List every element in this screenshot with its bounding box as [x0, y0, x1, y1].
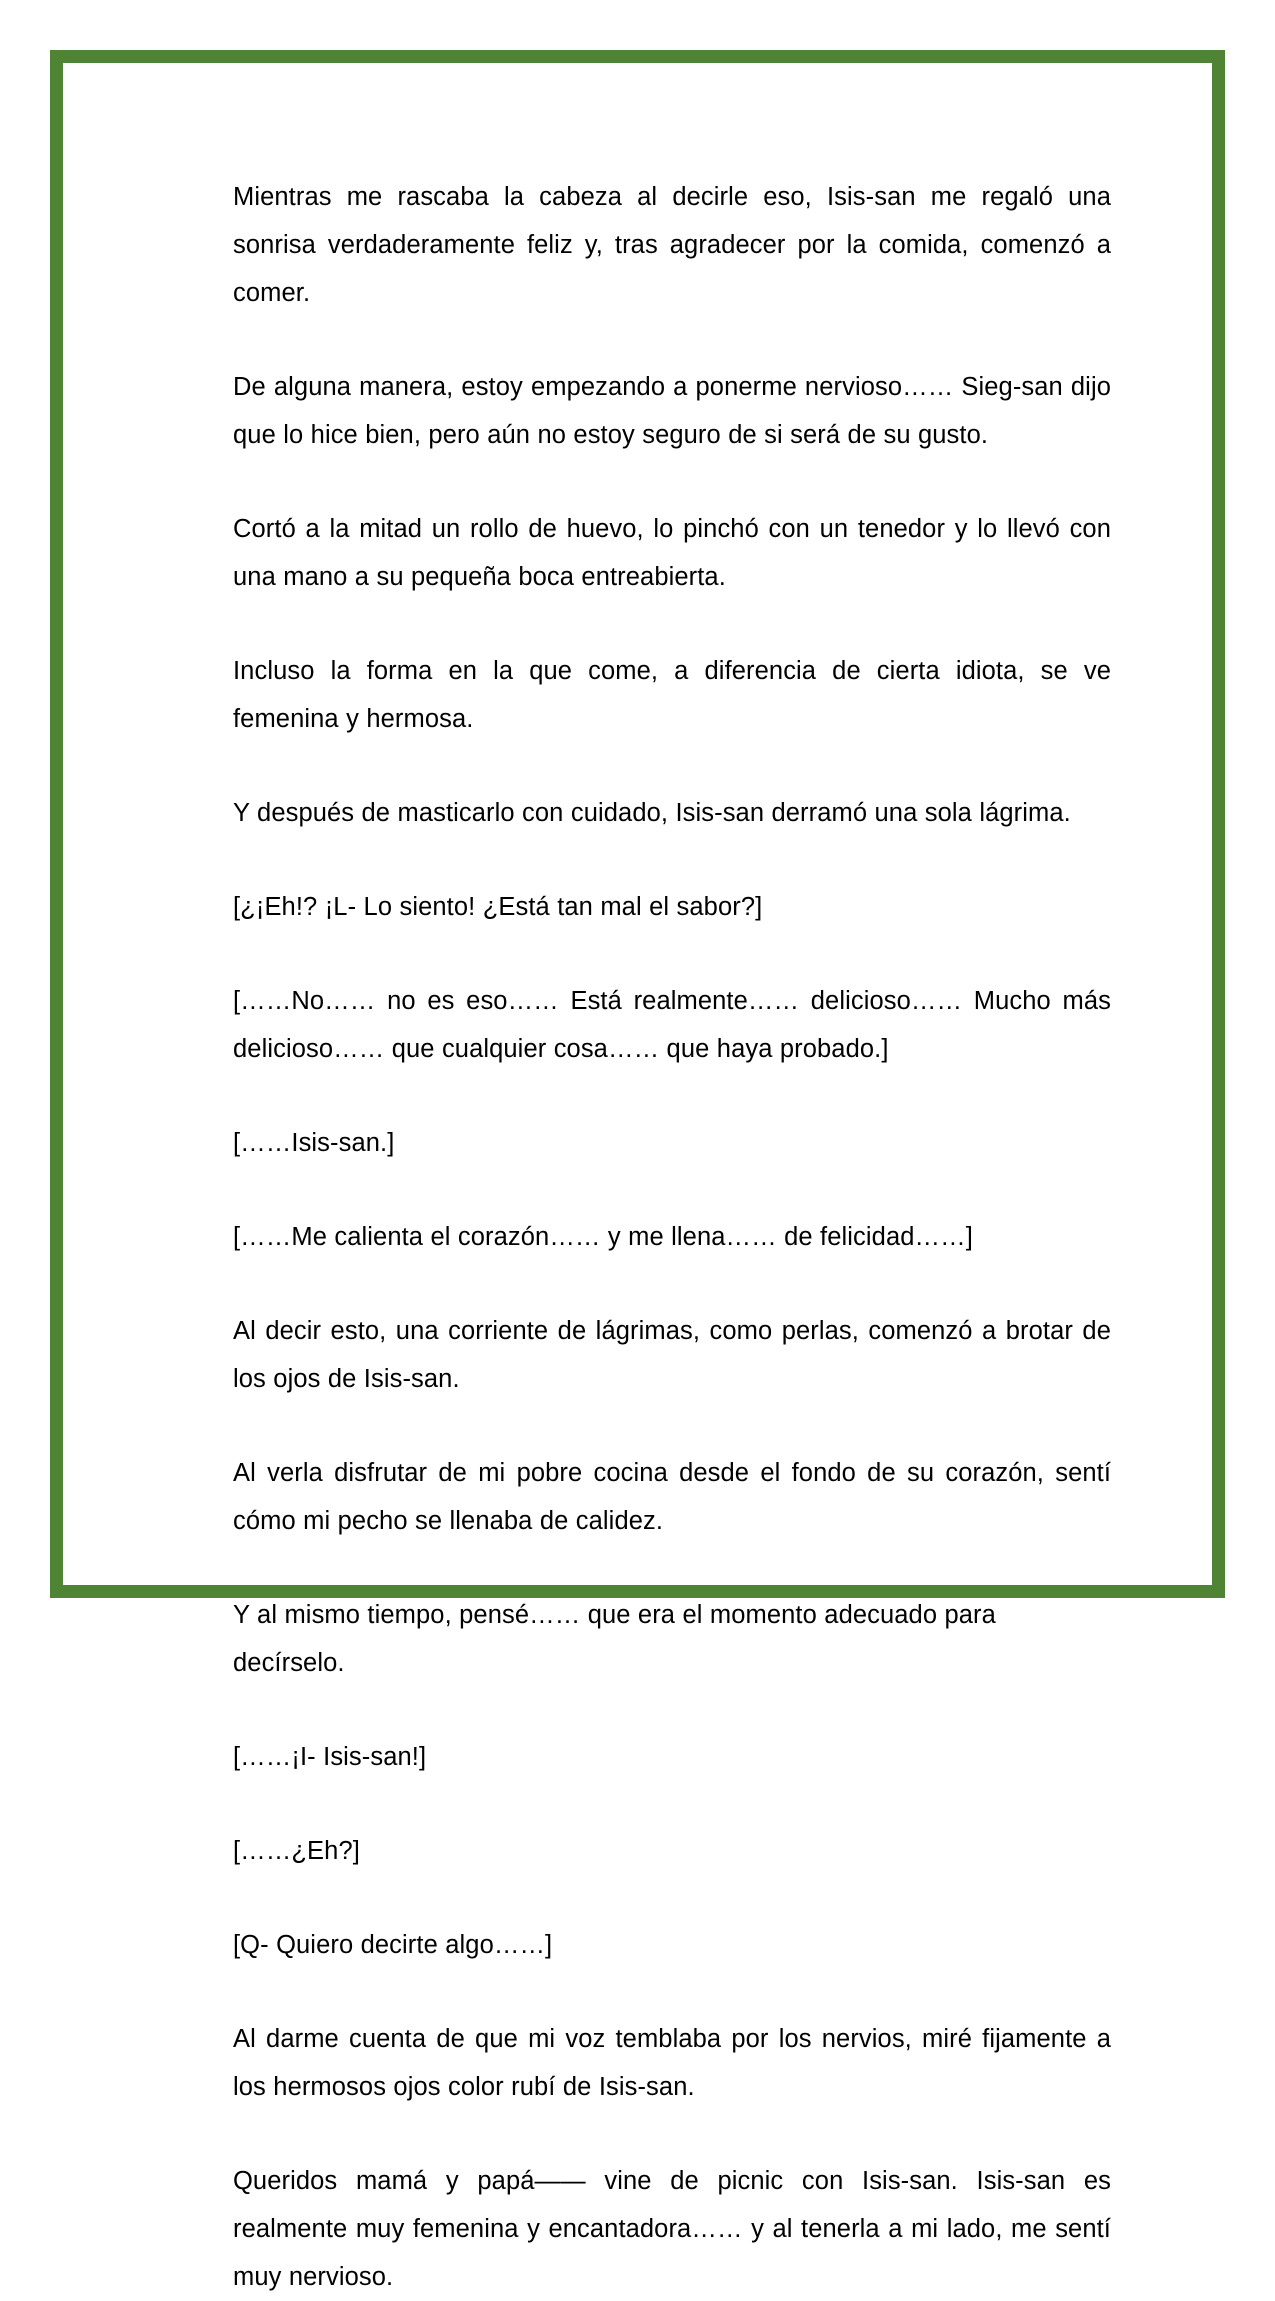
paragraph: Al darme cuenta de que mi voz temblaba por los nervios, miré fijamente a los hermosos ojos color rubí de Isis-san. [233, 2025, 1111, 2101]
paragraph: Al decir esto, una corriente de lágrimas, como perlas, comenzó a brotar de los ojos de Isis-san. [233, 1317, 1111, 1393]
paragraph: Y al mismo tiempo, pensé…… que era el momento adecuado para decírselo. [233, 1601, 996, 1677]
paragraph: [……¿Eh?] [233, 1837, 360, 1865]
paragraph: Incluso la forma en la que come, a diferencia de cierta idiota, se ve femenina y hermosa. [233, 657, 1111, 733]
paragraph: De alguna manera, estoy empezando a ponerme nervioso…… Sieg-san dijo que lo hice bien, pero aún no estoy seguro de si será de su gusto. [233, 373, 1111, 449]
paragraph: [……¡I- Isis-san!] [233, 1743, 427, 1771]
paragraph: [……Me calienta el corazón…… y me llena…… de felicidad……] [233, 1223, 973, 1251]
paragraph: Cortó a la mitad un rollo de huevo, lo pinchó con un tenedor y lo llevó con una mano a su pequeña boca entreabierta. [233, 515, 1111, 591]
paragraph: Mientras me rascaba la cabeza al decirle eso, Isis-san me regaló una sonrisa verdaderamente feliz y, tras agradecer por la comida, comenzó a comer. [233, 183, 1111, 307]
paragraph: [Q- Quiero decirte algo……] [233, 1931, 553, 1959]
paragraph: Al verla disfrutar de mi pobre cocina desde el fondo de su corazón, sentí cómo mi pecho se llenaba de calidez. [233, 1459, 1111, 1535]
paragraph: [……No…… no es eso…… Está realmente…… delicioso…… Mucho más delicioso…… que cualquier cosa…… que haya probado.] [233, 987, 1111, 1063]
document-text-body [233, 173, 1111, 2301]
paragraph: Queridos mamá y papá—— vine de picnic con Isis-san. Isis-san es realmente muy femenina y encantadora…… y al tenerla a mi lado, me sentí muy nervioso. [233, 2167, 1111, 2291]
green-page-border [50, 50, 1225, 2291]
paragraph: Y después de masticarlo con cuidado, Isis-san derramó una sola lágrima. [233, 799, 1071, 827]
paragraph: [¿¡Eh!? ¡L- Lo siento! ¿Está tan mal el sabor?] [233, 893, 763, 921]
paragraph: [……Isis-san.] [233, 1129, 395, 1157]
